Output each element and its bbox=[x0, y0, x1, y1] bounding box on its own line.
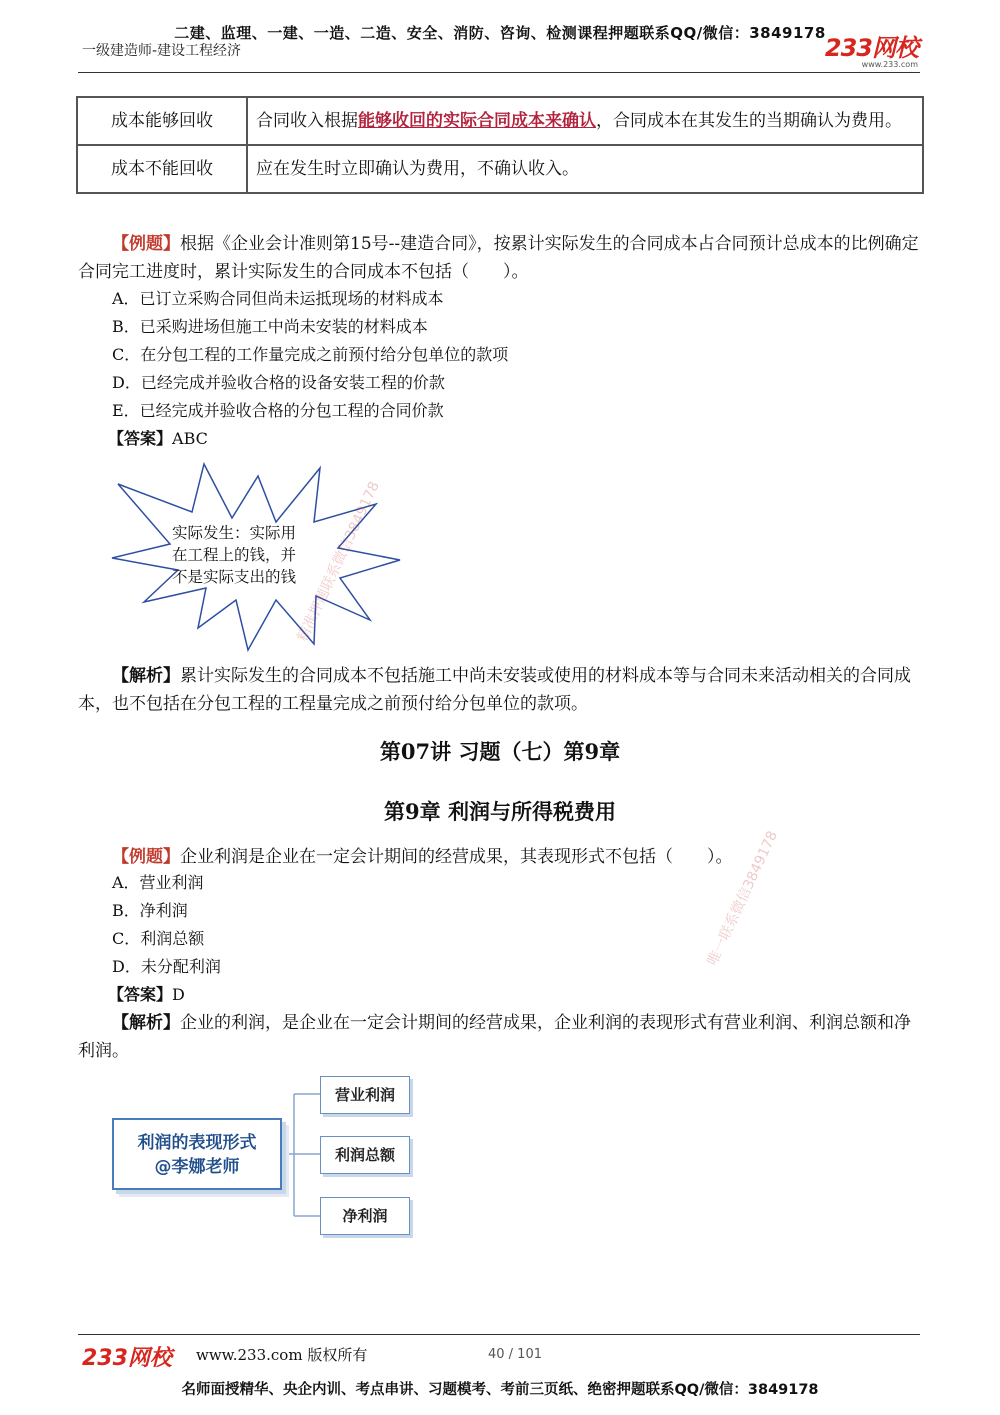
q1-answer bbox=[108, 425, 208, 453]
q1-question bbox=[78, 230, 926, 286]
q2-option: B．净利润 bbox=[112, 901, 188, 920]
q2-answer-tag: 【答案】 bbox=[108, 985, 173, 1004]
table-row bbox=[77, 97, 923, 145]
section-title: 第07讲 习题（七）第9章 bbox=[379, 739, 621, 764]
row-text-after: ，合同成本在其发生的当期确认为费用。 bbox=[596, 111, 902, 131]
footer-logo: 233网校 bbox=[82, 1346, 172, 1371]
row-text-before: 合同收入根据 bbox=[256, 111, 358, 131]
q2-answer-value: D bbox=[172, 985, 185, 1004]
mindmap-leaf: 净利润 bbox=[320, 1197, 410, 1235]
q1-question-text: 根据《企业会计准则第15号--建造合同》，按累计实际发生的合同成本占合同预计总成本的比例确定合同完工进度时，累计实际发生的合同成本不包括（ ）。 bbox=[78, 234, 919, 282]
header-divider bbox=[78, 72, 920, 73]
q1-option: C．在分包工程的工作量完成之前预付给分包单位的款项 bbox=[112, 345, 509, 364]
mindmap-leaf: 营业利润 bbox=[320, 1076, 410, 1114]
connector-lines bbox=[284, 1094, 320, 1216]
q2-analysis-text: 企业的利润，是企业在一定会计期间的经营成果，企业利润的表现形式有营业利润、利润总额和净利润。 bbox=[78, 1013, 911, 1061]
row-text-highlight: 能够收回的实际合同成本来确认 bbox=[358, 111, 596, 131]
chapter-title: 第9章 利润与所得税费用 bbox=[384, 799, 616, 824]
q1-option: E．已经完成并验收合格的分包工程的合同价款 bbox=[112, 401, 444, 420]
q1-analysis-text: 累计实际发生的合同成本不包括施工中尚未安装或使用的材料成本等与合同未来活动相关的合同成本，也不包括在分包工程的工程量完成之前预付给分包单位的款项。 bbox=[78, 666, 911, 714]
q2-analysis-tag: 【解析】 bbox=[112, 1013, 180, 1033]
callout-line: 在工程上的钱，并 bbox=[172, 546, 297, 564]
cost-recovery-table bbox=[76, 96, 924, 194]
mindmap-root-line1: 利润的表现形式 bbox=[137, 1133, 257, 1153]
callout-text bbox=[172, 522, 322, 588]
table-cell-text bbox=[247, 145, 923, 193]
footer-bottom-line: 名师面授精华、央企内训、考点串讲、习题模考、考前三页纸、绝密押题联系QQ/微信：3849178 bbox=[181, 1382, 819, 1398]
q1-option: A．已订立采购合同但尚未运抵现场的材料成本 bbox=[112, 289, 444, 308]
table-row bbox=[77, 145, 923, 193]
q2-option: C．利润总额 bbox=[112, 929, 205, 948]
table-cell-text bbox=[247, 97, 923, 145]
header-subtitle: 一级建造师-建设工程经济 bbox=[82, 43, 242, 59]
header-logo bbox=[825, 28, 918, 69]
logo-text: 233网校 bbox=[824, 34, 918, 62]
q1-analysis bbox=[78, 662, 926, 718]
table-cell-label: 成本不能回收 bbox=[77, 145, 247, 193]
row-text-before: 应在发生时立即确认为费用，不确认收入。 bbox=[256, 159, 579, 179]
mindmap-root-line2: @李娜老师 bbox=[154, 1157, 240, 1177]
footer-copyright: www.233.com 版权所有 bbox=[196, 1346, 368, 1364]
q1-answer-value: ABC bbox=[172, 429, 208, 448]
table-cell-label: 成本能够回收 bbox=[77, 97, 247, 145]
q1-option: B．已采购进场但施工中尚未安装的材料成本 bbox=[112, 317, 428, 336]
mindmap-root bbox=[112, 1118, 282, 1190]
q2-option: A．营业利润 bbox=[112, 873, 204, 892]
page-number: 40 / 101 bbox=[488, 1347, 542, 1362]
q2-question bbox=[78, 843, 926, 871]
callout-line: 实际发生：实际用 bbox=[172, 524, 297, 542]
q2-option: D．未分配利润 bbox=[112, 957, 221, 976]
q2-answer bbox=[108, 981, 185, 1009]
callout-line: 不是实际支出的钱 bbox=[172, 568, 297, 586]
q1-option: D．已经完成并验收合格的设备安装工程的价款 bbox=[112, 373, 445, 392]
logo-url: www.233.com bbox=[861, 60, 918, 69]
q2-tag: 【例题】 bbox=[112, 847, 180, 867]
mindmap-leaf: 利润总额 bbox=[320, 1136, 410, 1174]
header-top-line: 二建、监理、一建、一造、二造、安全、消防、咨询、检测课程押题联系QQ/微信：3849178 bbox=[174, 24, 826, 42]
watermark: 唯一联系微信3849178 bbox=[704, 828, 782, 969]
footer-divider bbox=[78, 1334, 920, 1335]
q2-analysis bbox=[78, 1009, 926, 1065]
q1-tag: 【例题】 bbox=[112, 234, 180, 254]
q2-question-text: 企业利润是企业在一定会计期间的经营成果，其表现形式不包括（ ）。 bbox=[180, 847, 733, 867]
q1-answer-tag: 【答案】 bbox=[108, 429, 173, 448]
watermark: 精准押题联系微信3849178 bbox=[294, 479, 383, 645]
q1-analysis-tag: 【解析】 bbox=[112, 666, 180, 686]
